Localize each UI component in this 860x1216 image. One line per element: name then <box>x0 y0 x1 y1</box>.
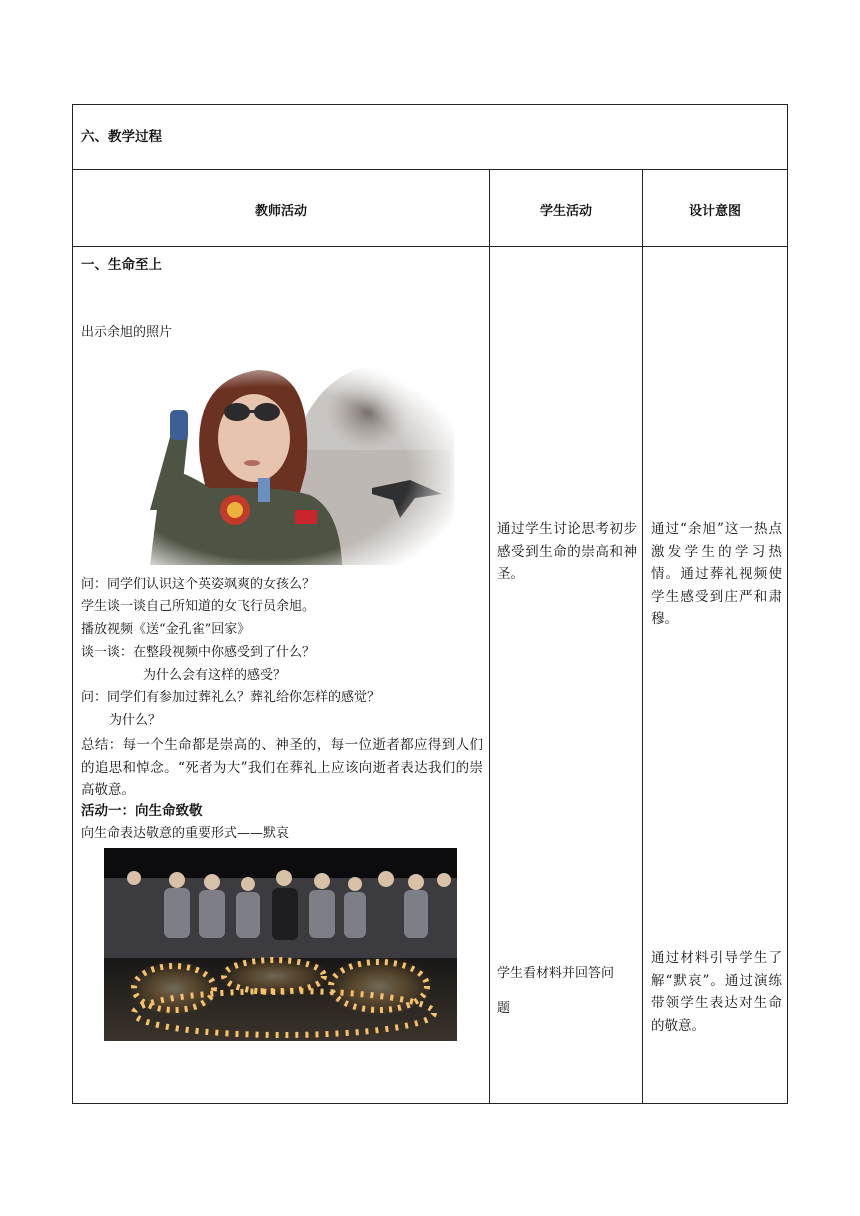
candle-vigil-photo <box>104 848 457 1041</box>
header-student-activity: 学生活动 <box>539 204 592 219</box>
student-activity-2-line1: 学生看材料并回答问 <box>497 966 615 981</box>
pilot-photo <box>110 360 454 565</box>
column-divider <box>642 169 643 1104</box>
design-intent-2: 通过材料引导学生了解“默哀”。通过演练带领学生表达对生命的敬意。 <box>651 950 782 1034</box>
student-activity-1: 通过学生讨论思考初步感受到生命的崇高和神圣。 <box>497 521 637 582</box>
design-intent-1: 通过“余旭”这一热点激发学生的学习热情。通过葬礼视频使学生感受到庄严和肃穆。 <box>651 521 782 627</box>
row-divider <box>72 246 788 247</box>
discuss-why: 为什么会有这样的感受？ <box>143 668 287 683</box>
summary-text: 总结：每一个生命都是崇高的、神圣的，每一位逝者都应得到人们的追思和悼念。“死者为大”我们在葬礼上应该向逝者表达我们的崇高敬意。 <box>81 737 483 798</box>
header-design-intent: 设计意图 <box>688 204 741 219</box>
show-photo-text: 出示余旭的照片 <box>81 325 173 340</box>
activity-one-heading: 活动一：向生命致敬 <box>81 803 203 819</box>
row-divider <box>72 169 788 170</box>
students-talk-pilot: 学生谈一谈自己所知道的女飞行员余旭。 <box>81 599 316 614</box>
discuss-feelings: 谈一谈：在整段视频中你感受到了什么？ <box>81 645 316 660</box>
header-teacher-activity: 教师活动 <box>254 204 307 219</box>
question-know-girl: 问：同学们认识这个英姿飒爽的女孩么？ <box>81 577 316 592</box>
student-activity-2-line2: 题 <box>497 1001 511 1016</box>
question-why: 为什么？ <box>109 713 162 728</box>
question-funeral: 问：同学们有参加过葬礼么？葬礼给你怎样的感觉？ <box>81 690 381 705</box>
moment-silence-text: 向生命表达敬意的重要形式——默哀 <box>81 826 290 841</box>
play-video: 播放视频《送“金孔雀”回家》 <box>81 622 251 637</box>
section-title: 六、教学过程 <box>81 129 162 145</box>
heading-life-supreme: 一、生命至上 <box>81 257 162 273</box>
column-divider <box>489 169 490 1104</box>
